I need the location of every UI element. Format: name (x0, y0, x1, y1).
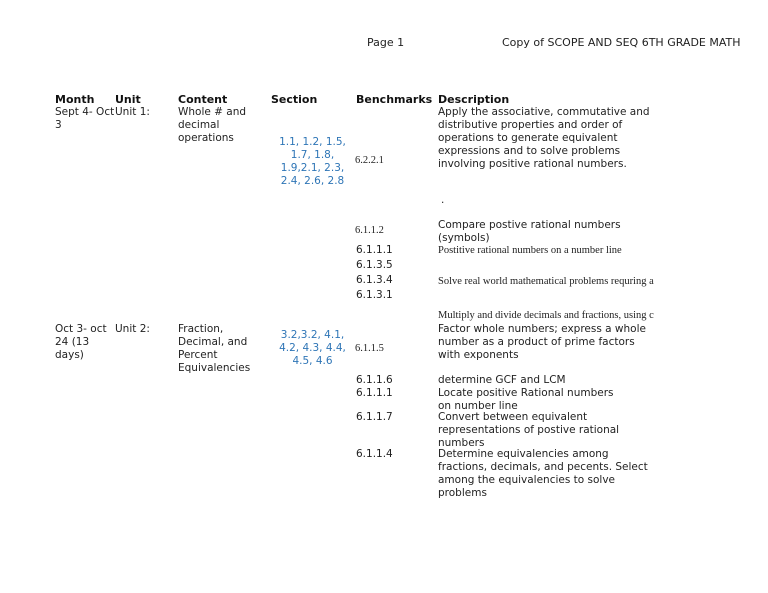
description: Postitive rational numbers on a number line (438, 245, 622, 256)
description: determine GCF and LCM (438, 374, 566, 386)
description: Apply the associative, commutative and distributive properties and order of operations to generate equivalent expressions and to solve problems involving positive rational numbers. (438, 106, 650, 170)
unit2-month: Oct 3- oct 24 (13 days) (55, 323, 107, 361)
unit2-section: 3.2,3.2, 4.1, 4.2, 4.3, 4.4, 4.5, 4.6 (279, 329, 346, 367)
benchmark: 6.1.1.4 (356, 448, 393, 460)
benchmark: 6.1.1.1 (356, 244, 393, 256)
unit1-month: Sept 4- Oct 3 (55, 106, 115, 131)
benchmark: 6.1.3.1 (356, 289, 393, 301)
document-title: Copy of SCOPE AND SEQ 6TH GRADE MATH (502, 36, 741, 49)
benchmark: 6.2.2.1 (355, 155, 384, 166)
column-header-content: Content (178, 93, 228, 106)
benchmark: 6.1.3.4 (356, 274, 393, 286)
unit2-content: Fraction, Decimal, and Percent Equivalencies (178, 323, 251, 374)
column-header-section: Section (271, 93, 318, 106)
column-header-benchmarks: Benchmarks (356, 93, 433, 106)
column-header-description: Description (438, 93, 510, 106)
description: Factor whole numbers; express a whole number as a product of prime factors with exponents (438, 323, 646, 361)
description: Locate positive Rational numbers on number line (438, 387, 614, 412)
description: Multiply and divide decimals and fractions, using c (438, 310, 654, 321)
benchmark: 6.1.1.7 (356, 411, 393, 423)
unit1-unit: Unit 1: (115, 106, 150, 118)
benchmark: 6.1.1.2 (355, 225, 384, 236)
unit1-section: 1.1, 1.2, 1.5, 1.7, 1.8, 1.9,2.1, 2.3, 2.4, 2.6, 2.8 (279, 136, 346, 187)
description: Solve real world mathematical problems requring a (438, 276, 654, 287)
unit1-content: Whole # and decimal operations (178, 106, 247, 144)
description: Compare postive rational numbers (symbols) (438, 219, 621, 244)
benchmark: 6.1.1.5 (355, 343, 384, 354)
page-number: Page 1 (367, 36, 405, 49)
description: . (441, 194, 445, 206)
description: Determine equivalencies among fractions, decimals, and pecents. Select among the equivalencies to solve problems (438, 448, 648, 499)
description: Convert between equivalent representations of postive rational numbers (438, 411, 620, 449)
column-header-unit: Unit (115, 93, 141, 106)
benchmark: 6.1.1.1 (356, 387, 393, 399)
benchmark: 6.1.3.5 (356, 259, 393, 271)
benchmark: 6.1.1.6 (356, 374, 393, 386)
column-header-month: Month (55, 93, 95, 106)
unit2-unit: Unit 2: (115, 323, 150, 335)
